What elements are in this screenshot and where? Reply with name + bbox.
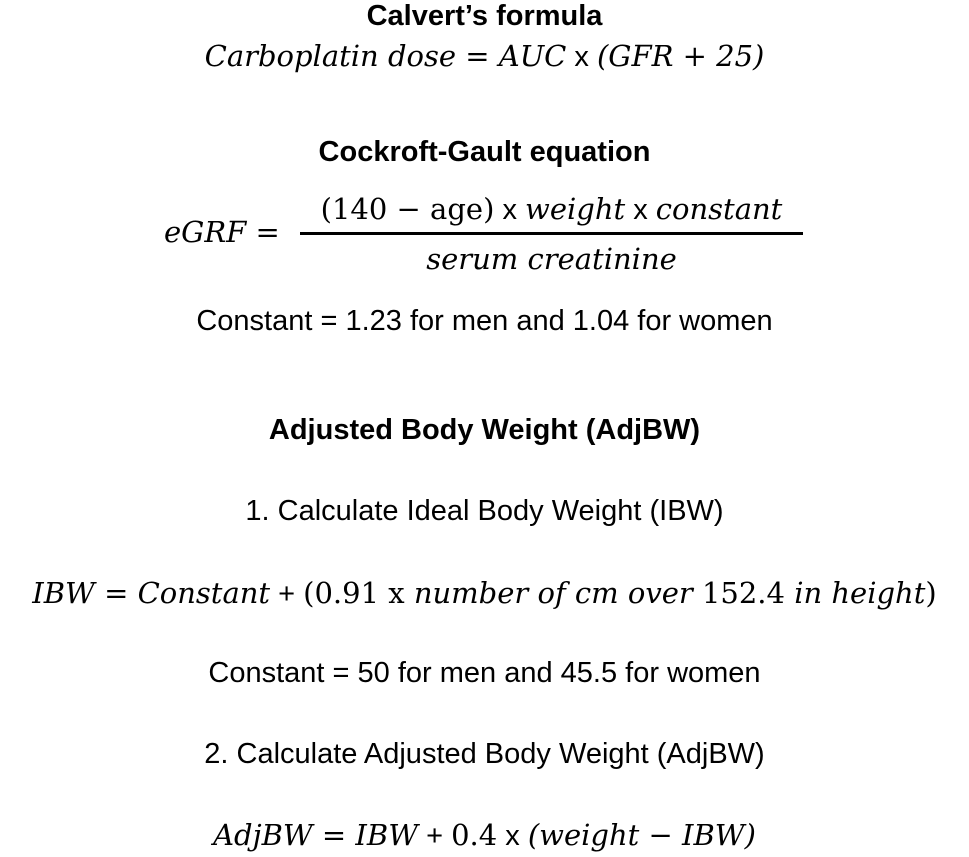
numerator-weight: weight	[525, 192, 626, 226]
numerator-constant: constant	[655, 192, 783, 226]
ibw-lhs: IBW = Constant	[32, 576, 271, 610]
numerator-age-term: (140 − age)	[320, 192, 495, 226]
step-1-label: 1. Calculate Ideal Body Weight (IBW)	[245, 495, 724, 527]
ibw-number: 152.4	[692, 576, 795, 610]
adjbw-lhs: AdjBW = IBW	[213, 818, 419, 852]
step-2-label: 2. Calculate Adjusted Body Weight (AdjBW)	[204, 738, 765, 770]
calvert-equation	[0, 39, 969, 74]
egfr-fraction	[300, 188, 803, 279]
ibw-close: )	[925, 576, 937, 610]
calvert-lhs: Carboplatin dose	[204, 39, 457, 73]
adjbw-equation	[0, 818, 969, 853]
ibw-term-2: in height	[794, 576, 926, 610]
adjbw-rhs: (weight − IBW)	[527, 818, 756, 852]
calvert-auc: AUC	[498, 39, 567, 73]
calvert-equals: =	[456, 39, 499, 73]
cockcroft-constant-note: Constant = 1.23 for men and 1.04 for women	[196, 305, 773, 337]
numerator-times-1: x	[494, 194, 526, 226]
cockcroft-gault-equation	[0, 188, 969, 278]
ibw-open: (0.91 x	[303, 576, 414, 610]
adjusted-body-weight-title: Adjusted Body Weight (AdjBW)	[268, 414, 701, 446]
calvert-formula-title: Calvert’s formula	[366, 0, 603, 32]
calvert-rhs: (GFR + 25)	[596, 39, 765, 73]
numerator-times-2: x	[625, 194, 656, 226]
adjbw-factor: 0.4	[451, 818, 498, 852]
adjbw-plus: +	[418, 820, 452, 852]
egfr-numerator	[300, 188, 803, 230]
ibw-equation	[0, 576, 969, 611]
cockcroft-gault-title: Cockroft-Gault equation	[318, 136, 651, 168]
egfr-denominator: serum creatinine	[426, 242, 677, 276]
ibw-constant-note: Constant = 50 for men and 45.5 for women	[208, 657, 761, 689]
adjbw-times: x	[497, 820, 528, 852]
egfr-lhs: eGRF =	[164, 215, 280, 249]
ibw-plus: +	[270, 578, 304, 610]
calvert-times: x	[566, 41, 597, 73]
fraction-bar	[300, 232, 803, 235]
ibw-term: number of cm over	[413, 576, 693, 610]
